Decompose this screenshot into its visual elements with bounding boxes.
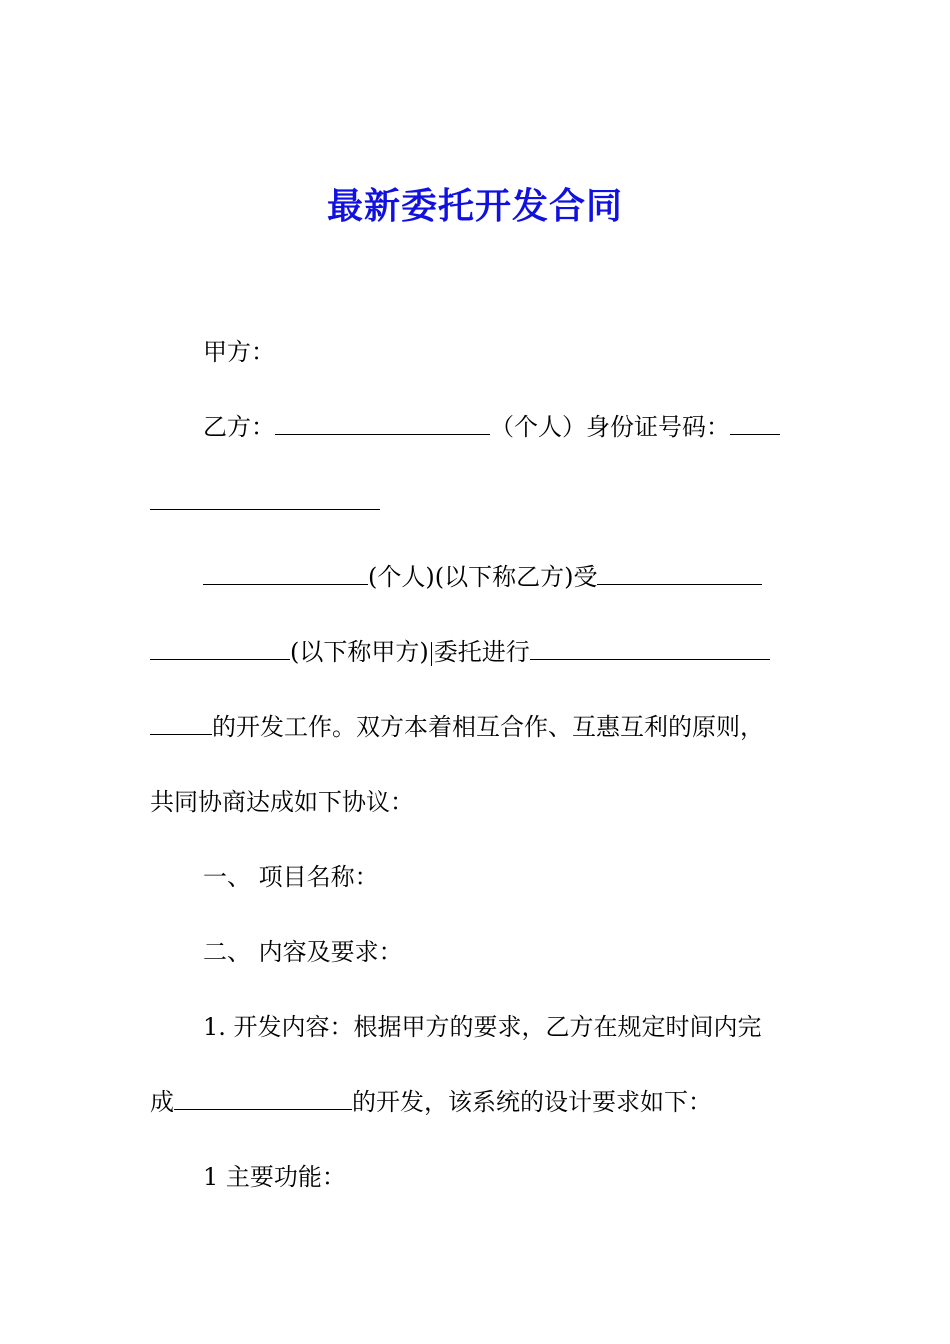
line-3 <box>203 561 803 593</box>
party-a-blank[interactable] <box>597 564 762 585</box>
line-5-text: 的开发工作。双方本着相互合作、互惠互利的原则， <box>212 713 764 741</box>
party-b-line <box>203 411 803 443</box>
line-5 <box>150 711 802 743</box>
item-1: 1. 开发内容：根据甲方的要求，乙方在规定时间内完 <box>203 1013 762 1041</box>
hereinafter-b: (以下称乙方)受 <box>434 563 598 591</box>
line-4 <box>150 636 802 668</box>
individual-label-2: (个人) <box>368 563 435 591</box>
entrust-text: 委托进行 <box>433 638 530 666</box>
individual-label: （个人） <box>490 413 586 441</box>
id-number-continuation <box>150 486 802 518</box>
item-1-cont-suffix: 的开发，该系统的设计要求如下： <box>352 1088 712 1116</box>
party-b-name-blank[interactable] <box>275 414 490 435</box>
id-number-label: 身份证号码： <box>586 413 730 441</box>
document-title: 最新委托开发合同 <box>326 185 623 227</box>
party-a-blank-cont[interactable] <box>150 639 290 660</box>
item-1-cont-prefix: 成 <box>150 1088 174 1116</box>
id-number-blank[interactable] <box>730 414 780 435</box>
item-1-1: 1 主要功能： <box>203 1163 346 1191</box>
party-a-label: 甲方： <box>203 338 275 366</box>
party-b-blank-2[interactable] <box>203 564 368 585</box>
line-6: 共同协商达成如下协议： <box>150 788 414 816</box>
item-1-continuation <box>150 1086 802 1118</box>
system-name-blank[interactable] <box>174 1089 352 1110</box>
hereinafter-a: (以下称甲方) <box>290 638 429 666</box>
project-blank-cont[interactable] <box>150 714 212 735</box>
section-2-heading: 二、 内容及要求： <box>203 938 403 966</box>
party-a-line <box>203 336 803 368</box>
project-blank[interactable] <box>530 639 770 660</box>
id-number-blank-cont[interactable] <box>150 489 380 510</box>
text-cursor <box>431 642 432 666</box>
party-b-label: 乙方： <box>203 413 275 441</box>
section-1-heading: 一、 项目名称： <box>203 863 379 891</box>
